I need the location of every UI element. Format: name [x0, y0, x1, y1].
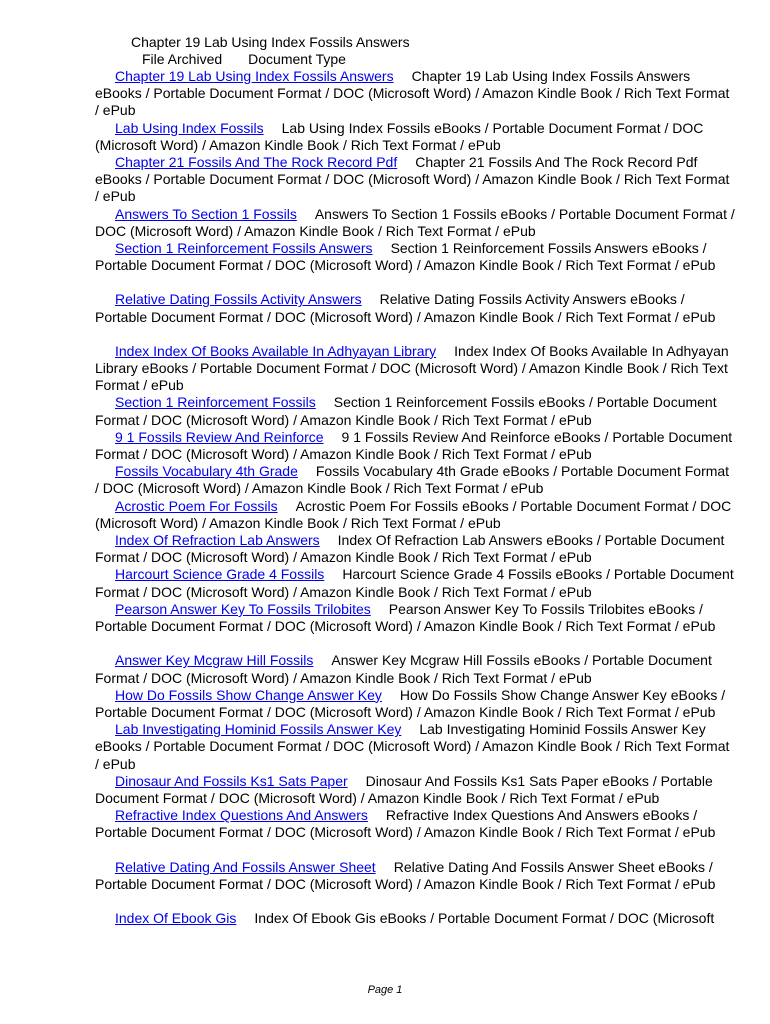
column-headers	[142, 51, 346, 68]
entry-link[interactable]: Section 1 Reinforcement Fossils	[115, 394, 316, 411]
entry-link[interactable]: 9 1 Fossils Review And Reinforce	[115, 428, 324, 445]
entry-description: Pearson Answer Key To Fossils Trilobites eBooks / Portable Document Format / DOC (Microsoft Word) / Amazon Kindle Book / Rich Text Format / ePub	[95, 600, 716, 635]
entry-link[interactable]: Relative Dating And Fossils Answer Sheet	[115, 858, 376, 875]
list-item	[95, 154, 735, 206]
entry-description: Acrostic Poem For Fossils eBooks / Portable Document Format / DOC (Microsoft Word) / Amazon Kindle Book / Rich Text Format / ePub	[95, 497, 732, 531]
entry-description: Index Of Refraction Lab Answers eBooks / Portable Document Format / DOC (Microsoft Word) / Amazon Kindle Book / Rich Text Format / ePub	[95, 532, 725, 566]
list-item	[95, 206, 735, 240]
entry-description: How Do Fossils Show Change Answer Key eBooks / Portable Document Format / DOC (Microsoft Word) / Amazon Kindle Book / Rich Text Format / ePub	[95, 686, 726, 720]
list-item	[95, 291, 735, 325]
list-item	[95, 601, 735, 635]
entry-description: 9 1 Fossils Review And Reinforce eBooks / Portable Document Format / DOC (Microsoft Word) / Amazon Kindle Book / Rich Text Format / ePub	[95, 428, 733, 463]
document-type-header: Document Type	[248, 51, 346, 67]
entry-link[interactable]: Acrostic Poem For Fossils	[115, 497, 278, 514]
entry-description: Chapter 19 Lab Using Index Fossils Answers eBooks / Portable Document Format / DOC (Microsoft Word) / Amazon Kindle Book / Rich Text Format / ePub	[95, 68, 730, 119]
list-item	[95, 807, 735, 841]
entry-description: Lab Investigating Hominid Fossils Answer Key eBooks / Portable Document Format / DOC (Microsoft Word) / Amazon Kindle Book / Rich Text Format / ePub	[95, 721, 730, 772]
entry-description: Fossils Vocabulary 4th Grade eBooks / Portable Document Format / DOC (Microsoft Word) / Amazon Kindle Book / Rich Text Format / ePub	[95, 463, 730, 497]
list-item	[95, 343, 735, 395]
list-item	[95, 652, 735, 686]
entry-link[interactable]: Answers To Section 1 Fossils	[115, 205, 297, 222]
entry-description: Answer Key Mcgraw Hill Fossils eBooks / Portable Document Format / DOC (Microsoft Word) / Amazon Kindle Book / Rich Text Format / ePub	[95, 652, 712, 686]
entry-link[interactable]: Refractive Index Questions And Answers	[115, 807, 368, 824]
entry-link[interactable]: Lab Investigating Hominid Fossils Answer Key	[115, 721, 402, 738]
list-item	[95, 910, 735, 927]
entry-description: Section 1 Reinforcement Fossils Answers eBooks / Portable Document Format / DOC (Microsoft Word) / Amazon Kindle Book / Rich Text Format / ePub	[95, 240, 716, 274]
entry-description: Answers To Section 1 Fossils eBooks / Portable Document Format / DOC (Microsoft Word) / Amazon Kindle Book / Rich Text Format / ePub	[95, 205, 735, 239]
list-item	[95, 532, 735, 566]
entry-link[interactable]: Index Of Ebook Gis	[115, 909, 237, 926]
entry-description: Lab Using Index Fossils eBooks / Portable Document Format / DOC (Microsoft Word) / Amazon Kindle Book / Rich Text Format / ePub	[95, 119, 704, 153]
entry-link[interactable]: Chapter 21 Fossils And The Rock Record Pdf	[115, 154, 398, 171]
list-item	[95, 463, 735, 497]
list-item	[95, 120, 735, 154]
list-item	[95, 721, 735, 773]
entry-description: Chapter 21 Fossils And The Rock Record Pdf eBooks / Portable Document Format / DOC (Microsoft Word) / Amazon Kindle Book / Rich Text Format / ePub	[95, 154, 730, 205]
entry-link[interactable]: Fossils Vocabulary 4th Grade	[115, 463, 298, 480]
entry-link[interactable]: Index Of Refraction Lab Answers	[115, 532, 320, 549]
entry-description: Index Of Ebook Gis eBooks / Portable Document Format / DOC (Microsoft	[254, 909, 715, 926]
entry-description: Relative Dating Fossils Activity Answers eBooks / Portable Document Format / DOC (Microsoft Word) / Amazon Kindle Book / Rich Text Format / ePub	[95, 291, 716, 325]
list-item	[95, 498, 735, 532]
file-archived-header: File Archived	[142, 51, 223, 67]
entry-description: Dinosaur And Fossils Ks1 Sats Paper eBooks / Portable Document Format / DOC (Microsoft Word) / Amazon Kindle Book / Rich Text Format / ePub	[95, 772, 713, 806]
list-item	[95, 773, 735, 807]
list-item	[95, 240, 735, 274]
list-item	[95, 68, 735, 120]
list-item	[95, 687, 735, 721]
list-item	[95, 429, 735, 463]
entry-description: Relative Dating And Fossils Answer Sheet eBooks / Portable Document Format / DOC (Microsoft Word) / Amazon Kindle Book / Rich Text Format / ePub	[95, 858, 716, 892]
entry-link[interactable]: Relative Dating Fossils Activity Answers	[115, 291, 362, 308]
entry-list	[95, 68, 735, 927]
entry-link[interactable]: Section 1 Reinforcement Fossils Answers	[115, 240, 373, 257]
entry-link[interactable]: How Do Fossils Show Change Answer Key	[115, 686, 382, 703]
entry-link[interactable]: Answer Key Mcgraw Hill Fossils	[115, 652, 314, 669]
entry-link[interactable]: Lab Using Index Fossils	[115, 119, 264, 136]
entry-link[interactable]: Harcourt Science Grade 4 Fossils	[115, 566, 325, 583]
entry-description: Harcourt Science Grade 4 Fossils eBooks / Portable Document Format / DOC (Microsoft Word) / Amazon Kindle Book / Rich Text Format / ePub	[95, 566, 734, 600]
entry-link[interactable]: Pearson Answer Key To Fossils Trilobites	[115, 600, 371, 617]
entry-link[interactable]: Chapter 19 Lab Using Index Fossils Answers	[115, 68, 394, 84]
list-item	[95, 394, 735, 428]
document-title: Chapter 19 Lab Using Index Fossils Answers	[131, 34, 410, 50]
entry-description: Section 1 Reinforcement Fossils eBooks / Portable Document Format / DOC (Microsoft Word) / Amazon Kindle Book / Rich Text Format / ePub	[95, 394, 717, 428]
entry-link[interactable]: Dinosaur And Fossils Ks1 Sats Paper	[115, 772, 348, 789]
list-item	[95, 566, 735, 600]
list-item	[95, 859, 735, 893]
page-number: Page 1	[367, 984, 403, 996]
entry-description: Index Index Of Books Available In Adhyayan Library eBooks / Portable Document Format / DOC (Microsoft Word) / Amazon Kindle Book / Rich Text Format / ePub	[95, 342, 729, 394]
entry-description: Refractive Index Questions And Answers eBooks / Portable Document Format / DOC (Microsoft Word) / Amazon Kindle Book / Rich Text Format / ePub	[95, 807, 716, 841]
entry-link[interactable]: Index Index Of Books Available In Adhyayan Library	[115, 342, 437, 359]
